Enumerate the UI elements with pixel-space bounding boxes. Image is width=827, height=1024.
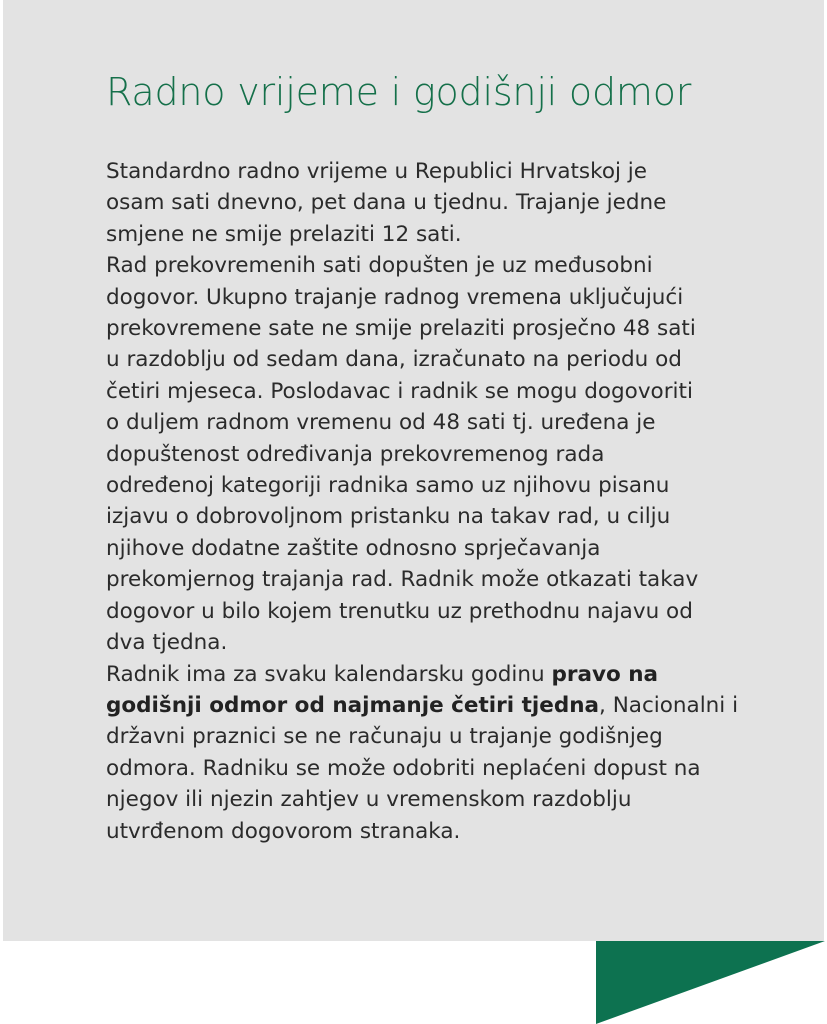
text-line: državni praznici se ne računaju u trajanje godišnjeg bbox=[106, 724, 663, 750]
text-line: prekovremene sate ne smije prelaziti prosječno 48 sati bbox=[106, 316, 696, 342]
text-line: njegov ili njezin zahtjev u vremenskom razdoblju bbox=[106, 787, 632, 813]
text-line: osam sati dnevno, pet dana u tjednu. Trajanje jedne bbox=[106, 190, 667, 216]
article-body bbox=[106, 156, 746, 847]
text-line: u razdoblju od sedam dana, izračunato na periodu od bbox=[106, 347, 682, 373]
paragraph-annual-leave bbox=[106, 659, 746, 847]
text-line: njihove dodatne zaštite odnosno sprječavanja bbox=[106, 535, 601, 561]
text-line: prekomjernog trajanja rad. Radnik može otkazati takav bbox=[106, 567, 699, 593]
text-line bbox=[106, 690, 746, 721]
text-line: dva tjedna. bbox=[106, 630, 228, 656]
corner-accent-shape bbox=[596, 941, 825, 1024]
text-line: dopuštenost određivanja prekovremenog rada bbox=[106, 441, 605, 467]
text-run: , Nacionalni i bbox=[599, 692, 739, 718]
text-line: četiri mjeseca. Poslodavac i radnik se mogu dogovoriti bbox=[106, 378, 693, 404]
text-line: dogovor. Ukupno trajanje radnog vremena uključujući bbox=[106, 284, 684, 310]
page-title: Radno vrijeme i godišnji odmor bbox=[106, 70, 692, 114]
emphasis-text: godišnji odmor od najmanje četiri tjedna bbox=[106, 692, 600, 718]
text-line: odmora. Radniku se može odobriti neplaćeni dopust na bbox=[106, 755, 701, 781]
paragraph-overtime bbox=[106, 250, 746, 658]
text-line: Rad prekovremenih sati dopušten je uz međusobni bbox=[106, 253, 653, 279]
content-panel bbox=[3, 0, 824, 941]
emphasis-text: pravo na bbox=[551, 661, 659, 687]
text-line: o duljem radnom vremenu od 48 sati tj. uređena je bbox=[106, 410, 656, 436]
text-line: Standardno radno vrijeme u Republici Hrvatskoj je bbox=[106, 159, 647, 184]
text-line: smjene ne smije prelaziti 12 sati. bbox=[106, 221, 462, 247]
text-line: dogovor u bilo kojem trenutku uz prethodnu najavu od bbox=[106, 598, 693, 624]
paragraph-working-hours bbox=[106, 156, 746, 250]
text-line: izjavu o dobrovoljnom pristanku na takav rad, u cilju bbox=[106, 504, 671, 530]
text-line bbox=[106, 659, 746, 690]
text-line: utvrđenom dogovorom stranaka. bbox=[106, 818, 461, 844]
accent-triangle bbox=[596, 941, 825, 1024]
text-line: određenoj kategoriji radnika samo uz njihovu pisanu bbox=[106, 473, 670, 499]
text-run: Radnik ima za svaku kalendarsku godinu bbox=[106, 661, 552, 687]
